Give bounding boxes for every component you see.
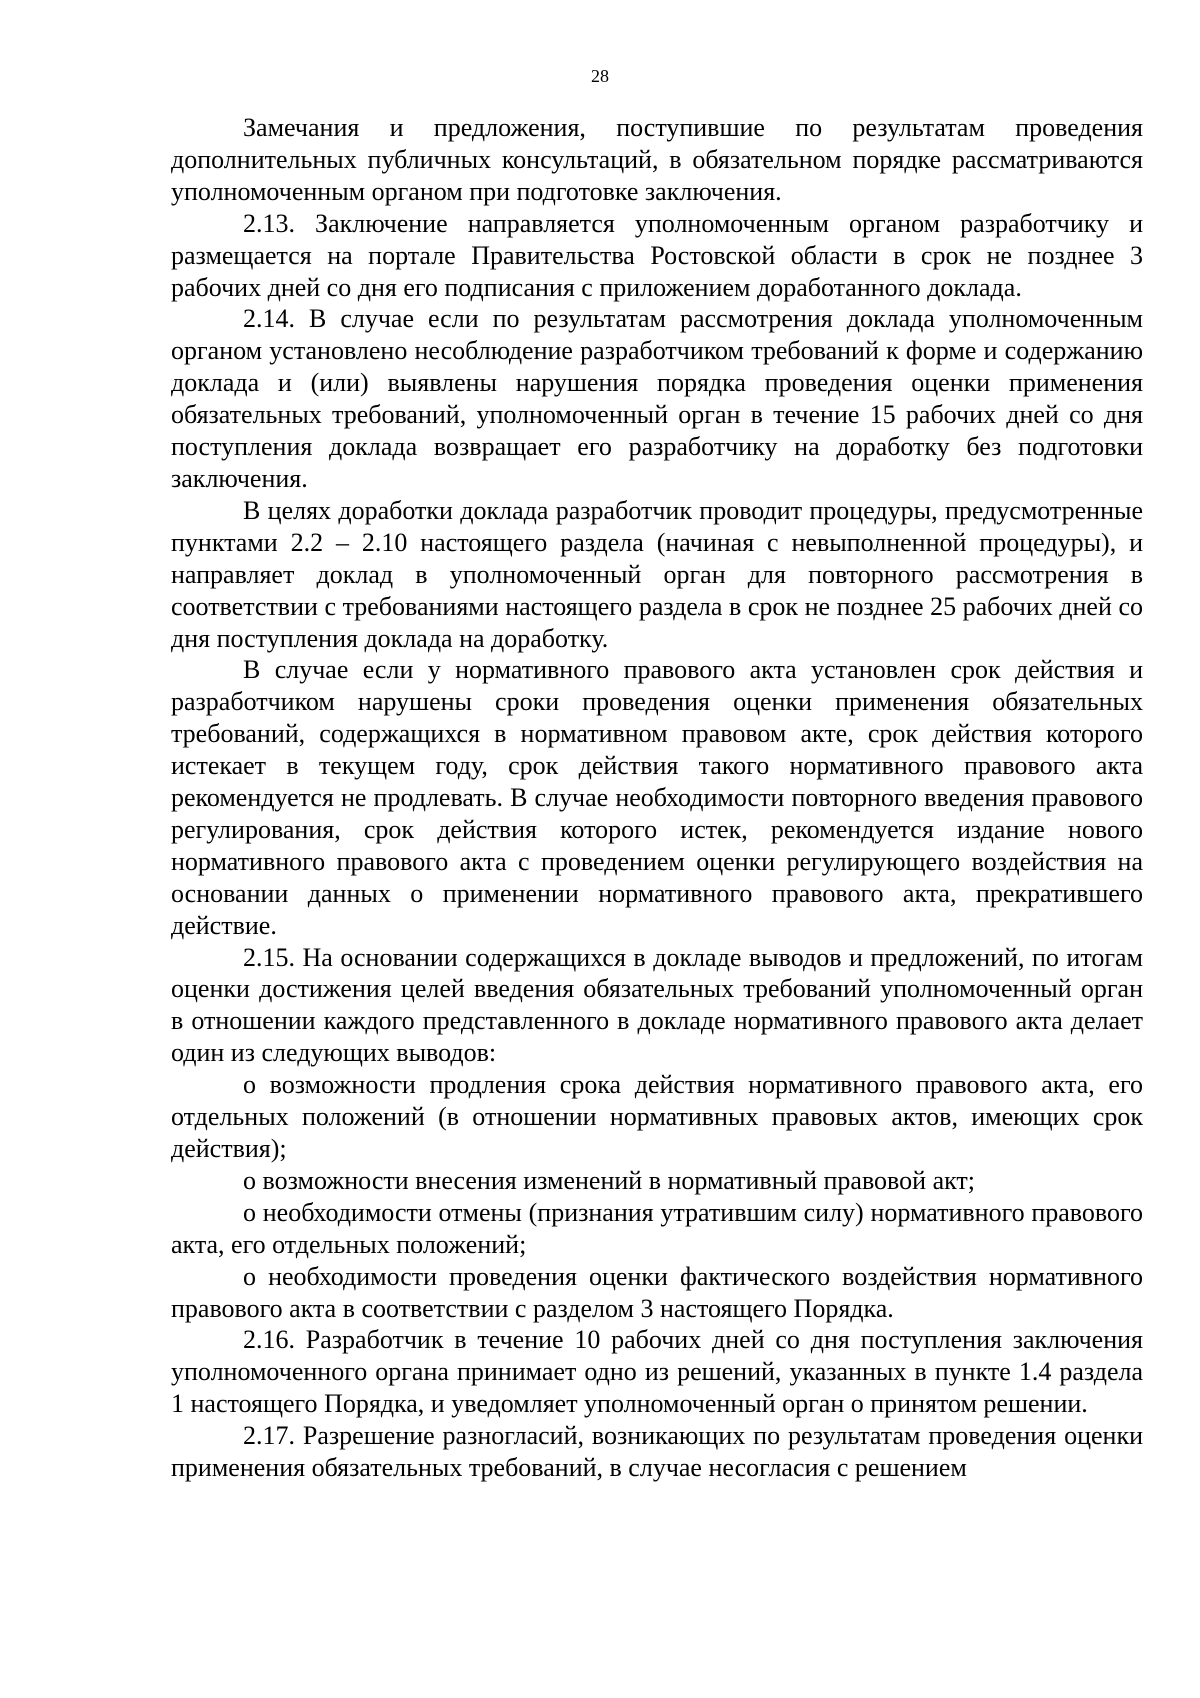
paragraph-conclusion-extension: о возможности продления срока действия нормативного правового акта, его отдельных положений (в отношении нормативных правовых актов, имеющих срок действия); [171,1070,1143,1163]
paragraph-2-13: 2.13. Заключение направляется уполномоченным органом разработчику и размещается на портале Правительства Ростовской области в срок не позднее 3 рабочих дней со дня его подписания с приложением доработанного доклада. [171,208,1143,302]
paragraph-term-violation: В случае если у нормативного правового акта установлен срок действия и разработчиком нарушены сроки проведения оценки применения обязательных требований, содержащихся в нормативном правовом акте, срок действия которого истекает в текущем году, срок действия такого нормативного правового акта рекомендуется не продлевать. В случае необходимости повторного введения правового регулирования, срок действия которого истек, рекомендуется издание нового нормативного правового акта с проведением оценки регулирующего воздействия на основании данных о применении нормативного правового акта, прекратившего действие. [171,655,1143,940]
paragraph-2-15: 2.15. На основании содержащихся в докладе выводов и предложений, по итогам оценки достижения целей введения обязательных требований уполномоченный орган в отношении каждого представленного в докладе нормативного правового акта делает один из следующих выводов: [171,942,1143,1068]
paragraph-conclusion-repeal: о необходимости отмены (признания утратившим силу) нормативного правового акта, его отдельных положений; [171,1197,1143,1259]
paragraph-2-17: 2.17. Разрешение разногласий, возникающих по результатам проведения оценки применения обязательных требований, в случае несогласия с решением [171,1421,1143,1483]
paragraph-revision: В целях доработки доклада разработчик проводит процедуры, предусмотренные пунктами 2.2 – 2.10 настоящего раздела (начиная с невыполненной процедуры), и направляет доклад в уполномоченный орган для повторного рассмотрения в соответствии с требованиями настоящего раздела в срок не позднее 25 рабочих дней со дня поступления доклада на доработку. [171,495,1143,653]
page-number: 28 [591,66,609,86]
paragraph-conclusion-assessment: о необходимости проведения оценки фактического воздействия нормативного правового акта в соответствии с разделом 3 настоящего Порядка. [171,1261,1143,1323]
paragraph-remarks: Замечания и предложения, поступившие по результатам проведения дополнительных публичных консультаций, в обязательном порядке рассматриваются уполномоченным органом при подготовке заключения. [171,113,1143,206]
paragraph-conclusion-amendment: о возможности внесения изменений в нормативный правовой акт; [243,1165,975,1195]
paragraph-2-14: 2.14. В случае если по результатам рассмотрения доклада уполномоченным органом установлено несоблюдение разработчиком требований к форме и содержанию доклада и (или) выявлены нарушения порядка проведения оценки применения обязательных требований, уполномоченный орган в течение 15 рабочих дней со дня поступления доклада возвращает его разработчику на доработку без подготовки заключения. [171,304,1143,493]
paragraph-2-16: 2.16. Разработчик в течение 10 рабочих дней со дня поступления заключения уполномоченного органа принимает одно из решений, указанных в пункте 1.4 раздела 1 настоящего Порядка, и уведомляет уполномоченный орган о принятом решении. [171,1325,1143,1419]
document-body [171,112,1143,1484]
